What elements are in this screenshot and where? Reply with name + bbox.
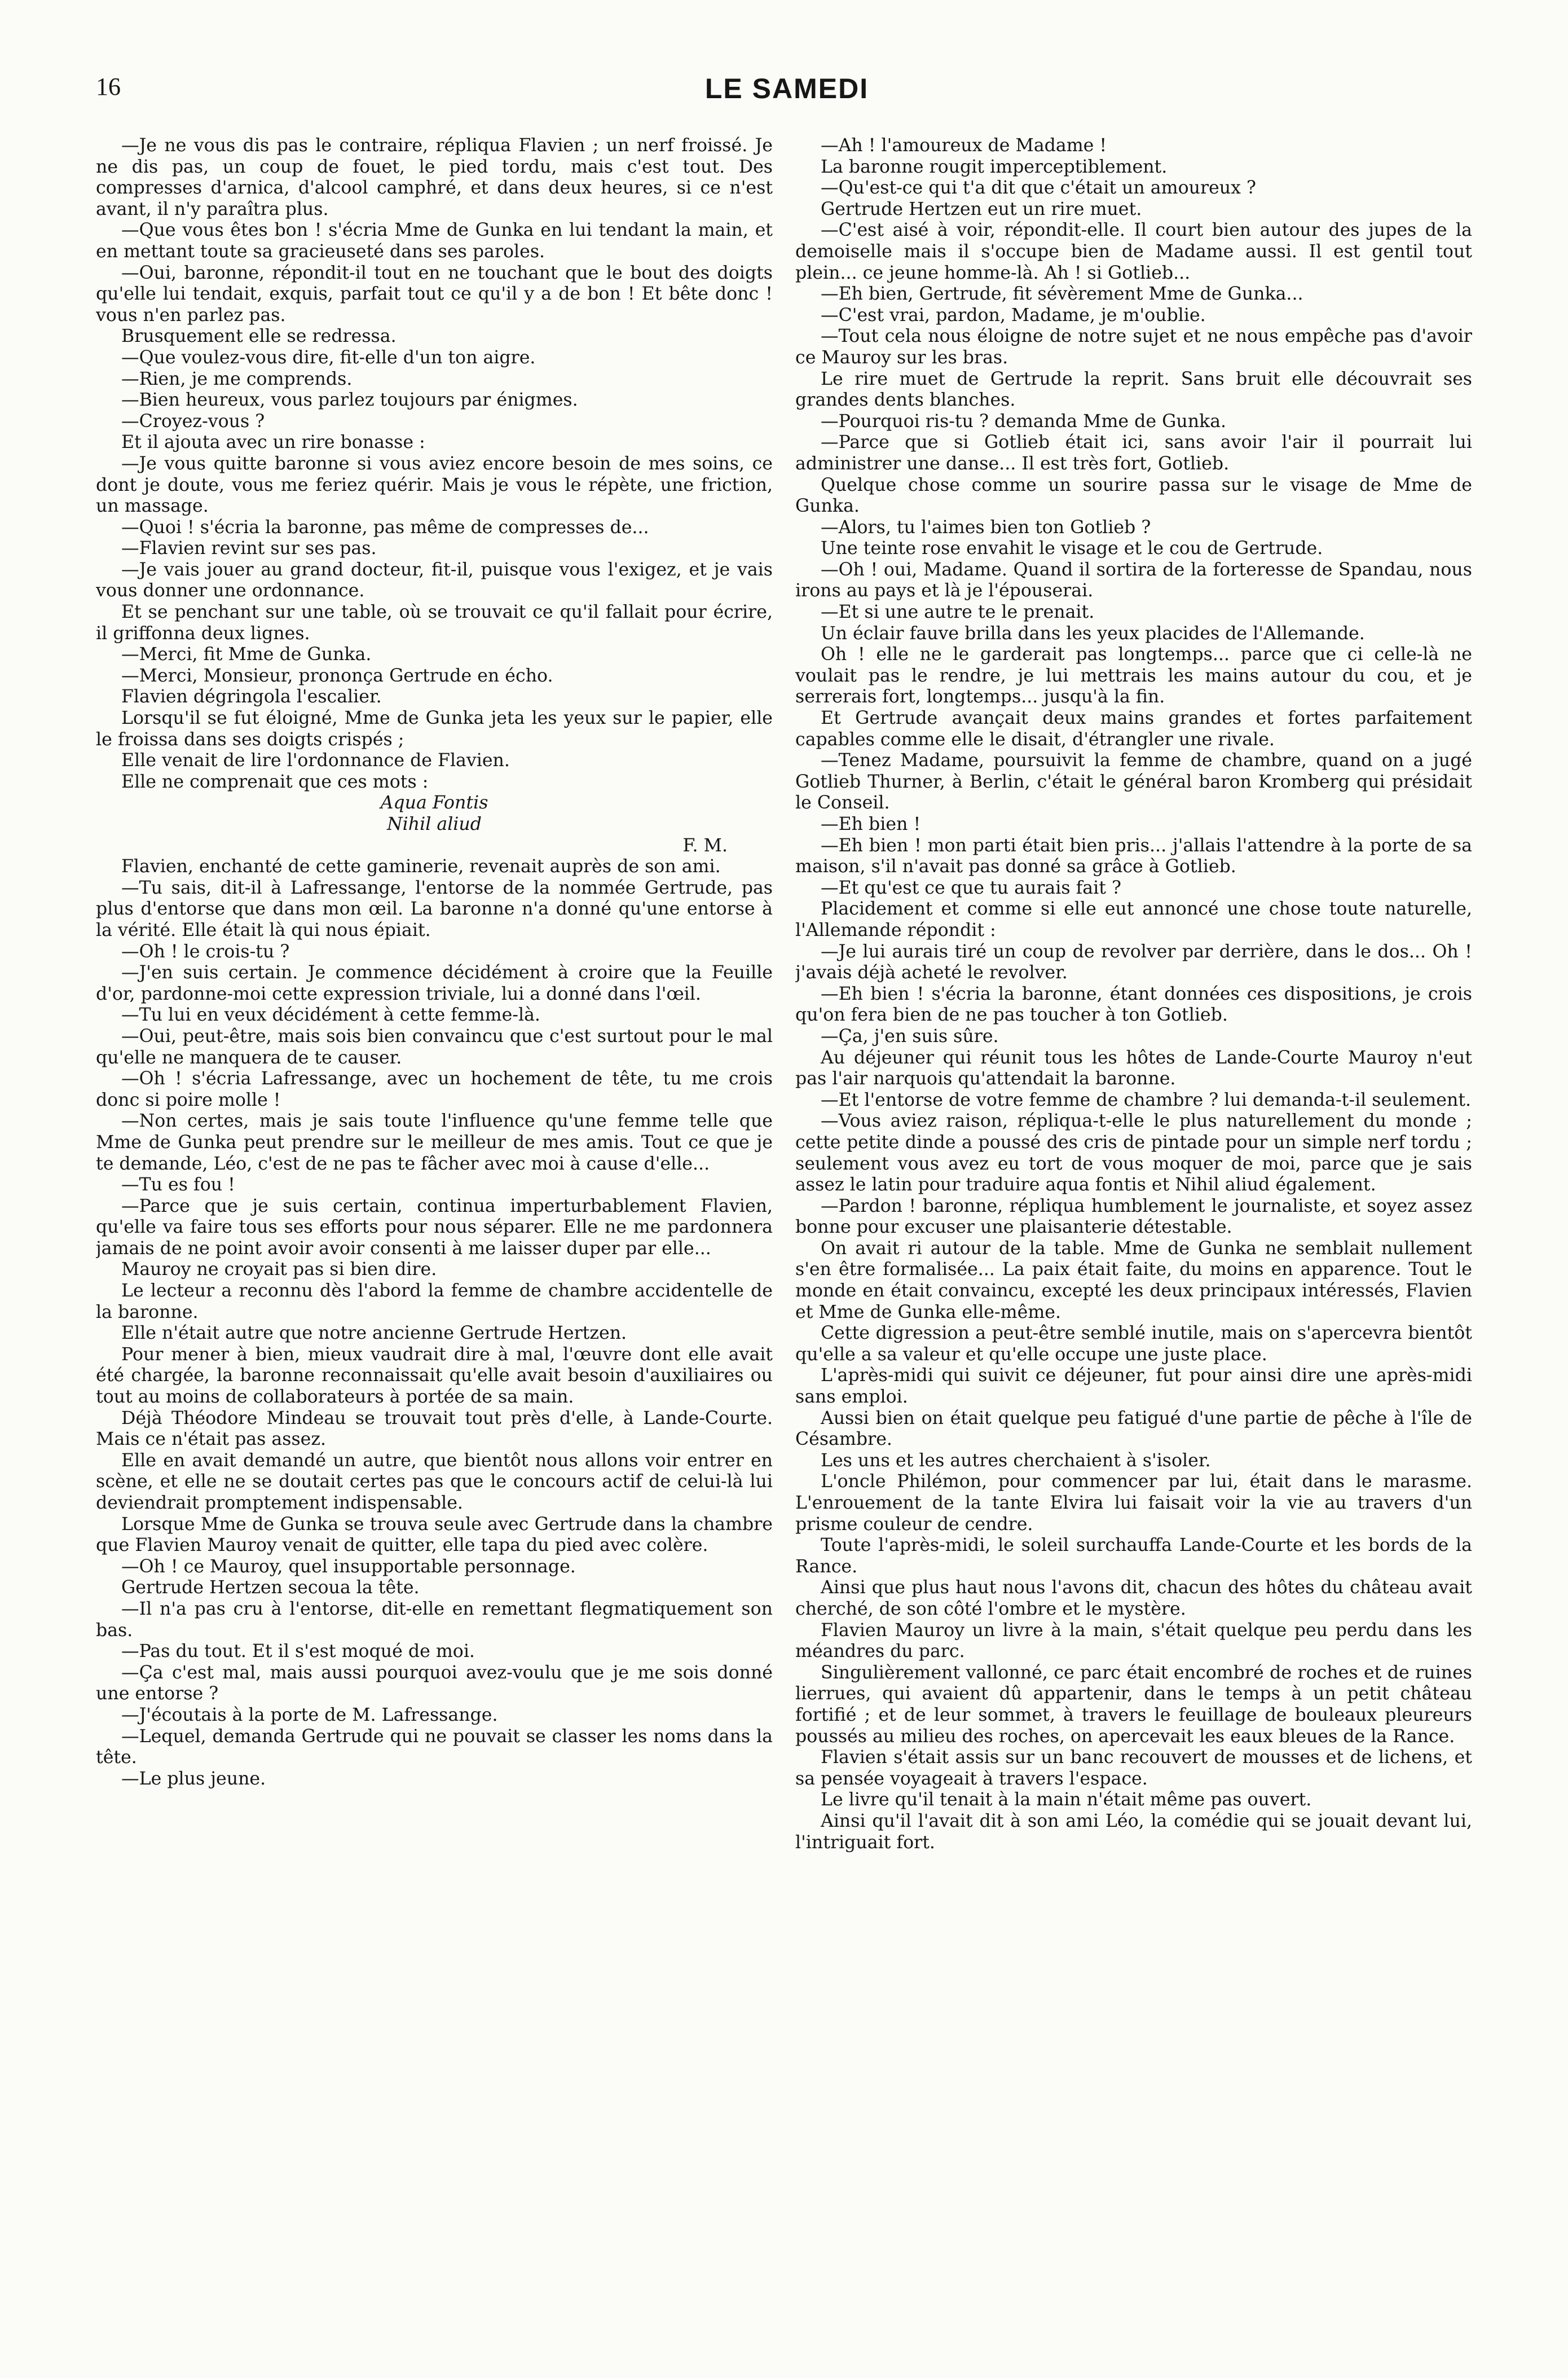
paragraph: Elle ne comprenait que ces mots : — [121, 771, 429, 792]
paragraph: Nihil aliud — [387, 814, 482, 834]
paragraph: —Vous aviez raison, répliqua-t-elle le plus naturellement du monde ; cette petite dinde a poussé des cris de pintade pour un simple nerf tordu ; seulement vous avez eu tort de vous moquer de moi, parce que je sais assez le latin pour traduire aqua fontis et Nihil aliud également. — [795, 1111, 1472, 1195]
paragraph: —Oui, baronne, répondit-il tout en ne touchant que le bout des doigts qu'elle lui tendait, exquis, parfait tout ce qu'il y a de bon ! Et bête donc ! vous n'en parlez pas. — [96, 262, 773, 326]
paragraph: F. M. — [682, 835, 728, 856]
paragraph: —J'en suis certain. Je commence décidément à croire que la Feuille d'or, pardonne-moi cette expression triviale, lui a donné dans l'œil. — [96, 962, 773, 1004]
paragraph: —Croyez-vous ? — [121, 411, 265, 432]
paragraph: Les uns et les autres cherchaient à s'isoler. — [821, 1450, 1211, 1471]
paragraph: —Bien heureux, vous parlez toujours par énigmes. — [121, 390, 578, 411]
paragraph: —J'écoutais à la porte de M. Lafressange. — [121, 1704, 498, 1725]
paragraph: La baronne rougit imperceptiblement. — [821, 156, 1168, 177]
paragraph: —Oh ! ce Mauroy, quel insupportable personnage. — [121, 1556, 576, 1577]
paragraph: Une teinte rose envahit le visage et le cou de Gertrude. — [821, 538, 1323, 559]
paragraph: —Je ne vous dis pas le contraire, répliqua Flavien ; un nerf froissé. Je ne dis pas, un coup de fouet, le pied tordu, mais c'est tout. Des compresses d'arnica, d'alcool camphré, et dans deux heures, si ce n'est avant, il n'y paraîtra plus. — [96, 135, 773, 219]
paragraph: On avait ri autour de la table. Mme de Gunka ne semblait nullement s'en être formalisée... La paix était faite, du moins en apparence. Tout le monde en était convaincu, excepté les deux principaux intéressés, Flavien et Mme de Gunka elle-même. — [795, 1238, 1472, 1322]
paragraph: Le livre qu'il tenait à la main n'était même pas ouvert. — [821, 1790, 1312, 1810]
paragraph: —Le plus jeune. — [121, 1768, 266, 1789]
page-header — [96, 72, 1478, 117]
paragraph: —Qu'est-ce qui t'a dit que c'était un amoureux ? — [821, 178, 1256, 199]
paragraph: —Tout cela nous éloigne de notre sujet et ne nous empêche pas d'avoir ce Mauroy sur les bras. — [795, 326, 1472, 368]
paragraph: Quelque chose comme un sourire passa sur le visage de Mme de Gunka. — [795, 474, 1472, 517]
paragraph: Lorsqu'il se fut éloigné, Mme de Gunka jeta les yeux sur le papier, elle le froissa dans ses doigts crispés ; — [96, 708, 773, 750]
paragraph: —C'est aisé à voir, répondit-elle. Il court bien autour des jupes de la demoiselle mais il s'occupe bien de Madame aussi. Il est gentil tout plein... ce jeune homme-là. Ah ! si Gotlieb... — [795, 220, 1472, 283]
paragraph: —C'est vrai, pardon, Madame, je m'oublie. — [821, 305, 1206, 326]
paragraph: —Ça c'est mal, mais aussi pourquoi avez-voulu que je me sois donné une entorse ? — [96, 1662, 773, 1704]
paragraph: —Merci, Monsieur, prononça Gertrude en écho. — [121, 665, 553, 686]
paragraph: —Eh bien ! — [821, 814, 921, 834]
paragraph: —Et si une autre te le prenait. — [821, 602, 1095, 623]
paragraph: —Oh ! le crois-tu ? — [121, 941, 290, 962]
paragraph: —Et l'entorse de votre femme de chambre ? lui demanda-t-il seulement. — [821, 1089, 1472, 1110]
paragraph: Déjà Théodore Mindeau se trouvait tout près d'elle, à Lande-Courte. Mais ce n'était pas assez. — [96, 1408, 773, 1450]
paragraph: Ainsi que plus haut nous l'avons dit, chacun des hôtes du château avait cherché, de son côté l'ombre et le mystère. — [795, 1577, 1472, 1619]
paragraph: Mauroy ne croyait pas si bien dire. — [121, 1259, 437, 1280]
paragraph: Flavien, enchanté de cette gaminerie, revenait auprès de son ami. — [121, 856, 721, 877]
paragraph: —Eh bien ! mon parti était bien pris... j'allais l'attendre à la porte de sa maison, s'il n'avait pas donné sa grâce à Gotlieb. — [795, 835, 1472, 877]
paragraph: —Pourquoi ris-tu ? demanda Mme de Gunka. — [821, 411, 1227, 432]
paragraph: —Oh ! oui, Madame. Quand il sortira de la forteresse de Spandau, nous irons au pays et là je l'épouserai. — [795, 559, 1472, 601]
paragraph: Placidement et comme si elle eut annoncé une chose toute naturelle, l'Allemande répondit : — [795, 899, 1472, 940]
paragraph: Cette digression a peut-être semblé inutile, mais on s'apercevra bientôt qu'elle a sa valeur et qu'elle occupe une juste place. — [795, 1323, 1472, 1365]
paragraph: —Rien, je me comprends. — [121, 368, 353, 389]
page-number: 16 — [96, 73, 121, 100]
paragraph: —Eh bien, Gertrude, fit sévèrement Mme de Gunka... — [821, 284, 1303, 305]
paragraph: Elle en avait demandé un autre, que bientôt nous allons voir entrer en scène, et elle ne se doutait certes pas que le concours actif de celui-là lui deviendrait promptement indispensable. — [96, 1450, 773, 1513]
paragraph: Lorsque Mme de Gunka se trouva seule avec Gertrude dans la chambre que Flavien Mauroy venait de quitter, elle tapa du pied avec colère. — [96, 1514, 773, 1556]
paragraph: —Alors, tu l'aimes bien ton Gotlieb ? — [821, 517, 1151, 538]
paragraph: —Merci, fit Mme de Gunka. — [121, 644, 372, 665]
paragraph: Le rire muet de Gertrude la reprit. Sans bruit elle découvrait ses grandes dents blanches. — [795, 368, 1472, 411]
paragraph: —Et qu'est ce que tu aurais fait ? — [821, 877, 1121, 898]
paragraph: —Je vous quitte baronne si vous aviez encore besoin de mes soins, ce dont je doute, vous me feriez quérir. Mais je vous le répète, une friction, un massage. — [96, 453, 773, 517]
paragraph: —Flavien revint sur ses pas. — [121, 538, 377, 559]
paragraph: —Tu es fou ! — [121, 1175, 235, 1195]
paragraph: L'après-midi qui suivit ce déjeuner, fut pour ainsi dire une après-midi sans emploi. — [795, 1365, 1472, 1408]
paragraph: Elle venait de lire l'ordonnance de Flavien. — [121, 750, 510, 771]
paragraph: —Parce que je suis certain, continua imperturbablement Flavien, qu'elle va faire tous ses efforts pour nous séparer. Elle ne me pardonnera jamais de ne point avoir avoir consenti à me laisser duper par elle... — [96, 1195, 773, 1259]
paragraph: —Pas du tout. Et il s'est moqué de moi. — [121, 1641, 475, 1662]
paragraph: —Il n'a pas cru à l'entorse, dit-elle en remettant flegmatiquement son bas. — [96, 1598, 773, 1641]
paragraph: Flavien Mauroy un livre à la main, s'était quelque peu perdu dans les méandres du parc. — [795, 1620, 1472, 1662]
paragraph: —Oui, peut-être, mais sois bien convaincu que c'est surtout pour le mal qu'elle ne manquera de te causer. — [96, 1026, 773, 1068]
paragraph: Flavien s'était assis sur un banc recouvert de mousses et de lichens, et sa pensée voyageait à travers l'espace. — [795, 1747, 1472, 1789]
paragraph: —Tenez Madame, poursuivit la femme de chambre, quand on a jugé Gotlieb Thurner, à Berlin, c'était le général baron Kromberg qui présidait le Conseil. — [795, 750, 1472, 814]
paragraph: —Lequel, demanda Gertrude qui ne pouvait se classer les noms dans la tête. — [96, 1726, 773, 1768]
paragraph: —Tu sais, dit-il à Lafressange, l'entorse de la nommée Gertrude, pas plus d'entorse que dans mon œil. La baronne n'a donné qu'une entorse à la vérité. Elle était là qui nous épiait. — [96, 877, 773, 940]
paragraph: —Oh ! s'écria Lafressange, avec un hochement de tête, tu me crois donc si poire molle ! — [96, 1069, 773, 1110]
paragraph: Gertrude Hertzen eut un rire muet. — [821, 199, 1142, 219]
paragraph: —Parce que si Gotlieb était ici, sans avoir l'air il pourrait lui administrer une danse... Il est très fort, Gotlieb. — [795, 432, 1472, 474]
left-text-column — [96, 135, 773, 2353]
paragraph: Singulièrement vallonné, ce parc était encombré de roches et de ruines lierrues, qui avaient dû appartenir, dans le temps à un petit château fortifié ; et de leur sommet, à travers le feuillage de bouleaux pleureurs poussés au milieu des roches, on apercevait les eaux bleues de la Rance. — [795, 1662, 1472, 1747]
paragraph: —Non certes, mais je sais toute l'influence qu'une femme telle que Mme de Gunka peut prendre sur le meilleur de mes amis. Tout ce que je te demande, Léo, c'est de ne pas te fâcher avec moi à cause d'elle... — [96, 1111, 773, 1174]
paragraph: —Que vous êtes bon ! s'écria Mme de Gunka en lui tendant la main, et en mettant toute sa gracieuseté dans ses paroles. — [96, 220, 773, 262]
paragraph: —Je lui aurais tiré un coup de revolver par derrière, dans le dos... Oh ! j'avais déjà acheté le revolver. — [795, 941, 1472, 983]
paragraph: Toute l'après-midi, le soleil surchauffa Lande-Courte et les bords de la Rance. — [795, 1535, 1472, 1577]
paragraph: Et Gertrude avançait deux mains grandes et fortes parfaitement capables comme elle le disait, d'étrangler une rivale. — [795, 708, 1472, 750]
right-text-column — [795, 135, 1472, 2353]
paragraph: Flavien dégringola l'escalier. — [121, 687, 382, 707]
paragraph: —Pardon ! baronne, répliqua humblement le journaliste, et soyez assez bonne pour excuser une plaisanterie détestable. — [795, 1195, 1472, 1238]
paragraph: —Que voulez-vous dire, fit-elle d'un ton aigre. — [121, 347, 536, 368]
paragraph: Brusquement elle se redressa. — [121, 326, 397, 347]
paragraph: Et il ajouta avec un rire bonasse : — [121, 432, 425, 453]
paragraph: Gertrude Hertzen secoua la tête. — [121, 1577, 420, 1598]
paragraph: —Tu lui en veux décidément à cette femme-là. — [121, 1005, 540, 1026]
paragraph: —Je vais jouer au grand docteur, fit-il, puisque vous l'exigez, et je vais vous donner une ordonnance. — [96, 559, 773, 601]
paragraph: —Ça, j'en suis sûre. — [821, 1026, 999, 1047]
paragraph: Au déjeuner qui réunit tous les hôtes de Lande-Courte Mauroy n'eut pas l'air narquois qu'attendait la baronne. — [795, 1047, 1472, 1089]
paragraph: Le lecteur a reconnu dès l'abord la femme de chambre accidentelle de la baronne. — [96, 1281, 773, 1322]
paragraph: —Ah ! l'amoureux de Madame ! — [821, 135, 1107, 156]
journal-title: LE SAMEDI — [704, 73, 869, 104]
paragraph: Et se penchant sur une table, où se trouvait ce qu'il fallait pour écrire, il griffonna deux lignes. — [96, 602, 773, 644]
paragraph: Aqua Fontis — [380, 793, 488, 814]
paragraph: Un éclair fauve brilla dans les yeux placides de l'Allemande. — [821, 623, 1365, 644]
paragraph: —Quoi ! s'écria la baronne, pas même de compresses de... — [121, 517, 649, 538]
paragraph: —Eh bien ! s'écria la baronne, étant données ces dispositions, je crois qu'on fera bien de ne pas toucher à ton Gotlieb. — [795, 983, 1472, 1026]
paragraph: Aussi bien on était quelque peu fatigué d'une partie de pêche à l'île de Césambre. — [795, 1408, 1472, 1450]
paragraph: L'oncle Philémon, pour commencer par lui, était dans le marasme. L'enrouement de la tante Elvira lui faisait voir la vie au travers d'un prisme couleur de cendre. — [795, 1471, 1472, 1535]
paragraph: Elle n'était autre que notre ancienne Gertrude Hertzen. — [121, 1323, 627, 1344]
paragraph: Ainsi qu'il l'avait dit à son ami Léo, la comédie qui se jouait devant lui, l'intriguait fort. — [795, 1810, 1472, 1853]
paragraph: Oh ! elle ne le garderait pas longtemps... parce que ci celle-là ne voulait pas le rendre, je lui mettrais les mains autour du cou, et je serrerais fort, longtemps... jusqu'à la fin. — [795, 644, 1472, 707]
paragraph: Pour mener à bien, mieux vaudrait dire à mal, l'œuvre dont elle avait été chargée, la baronne reconnaissait qu'elle avait besoin d'auxiliaires ou tout au moins de collaborateurs à portée de sa main. — [96, 1344, 773, 1408]
